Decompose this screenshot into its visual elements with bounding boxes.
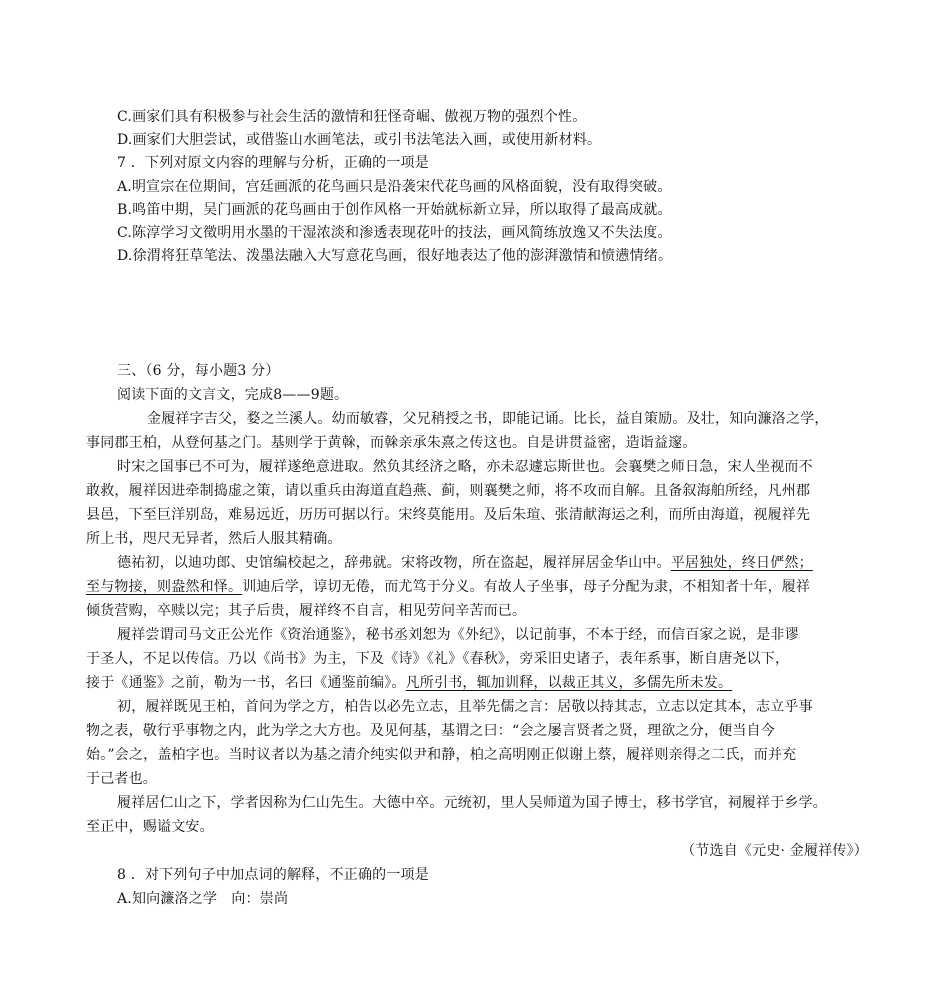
passage-line: 县邑，下至巨洋别岛，难易远近，历历可据以行。宋终莫能用。及后朱瑄、张清献海运之利，而所由海道，视履祥先: [86, 507, 811, 523]
section3-heading: 三、（6 分，每小题3 分）: [117, 363, 280, 379]
underlined-sentence: 平居独处，终日俨然；: [670, 555, 813, 571]
section3-instruction: 阅读下面的文言文，完成8——9题。: [117, 387, 349, 403]
passage-line: 金履祥字吉父，婺之兰溪人。幼而敏睿，父兄稍授之书，即能记诵。比长，益自策励。及壮，知向濂洛之学，: [147, 411, 829, 427]
passage-line: [86, 674, 732, 692]
passage-line: 初，履祥既见王柏，首问为学之方，柏告以必先立志，且举先儒之言：居敬以持其志，立志以定其本，志立乎事: [117, 699, 813, 715]
q8-option-a: A.知向濂洛之学 向：崇尚: [117, 891, 289, 907]
underlined-sentence: 凡所引书，辄加训释，以裁正其义，多儒先所未发。: [405, 675, 733, 691]
q8-stem: 8 ．对下列句子中加点词的解释，不正确的一项是: [117, 867, 429, 883]
q7-stem: 7 ．下列对原文内容的理解与分析，正确的一项是: [117, 155, 429, 171]
passage-line: 时宋之国事已不可为，履祥遂绝意进取。然负其经济之略，亦未忍遽忘斯世也。会襄樊之师日急，宋人坐视而不: [117, 459, 813, 475]
passage-line: 于圣人，不足以传信。乃以《尚书》为主，下及《诗》《礼》《春秋》，旁采旧史诸子，表年系事，断自唐尧以下，: [86, 651, 790, 667]
passage-text: 接于《通鉴》之前，勒为一书，名曰《通鉴前编》。: [86, 675, 406, 691]
passage-text: 德祐初，以迪功郎、史馆编校起之，辞弗就。宋将改物，所在盗起，履祥屏居金华山中。: [117, 555, 671, 571]
q6-option-d: D.画家们大胆尝试，或借鉴山水画笔法，或引书法笔法入画，或使用新材料。: [117, 132, 602, 148]
passage-line: 物之表，敬行乎事物之内，此为学之大方也。及见何基，基谓之曰：“会之屡言贤者之贤，理欲之分，便当自今: [86, 723, 775, 739]
q6-option-c: C.画家们具有积极参与社会生活的激情和狂怪奇崛、傲视万物的强烈个性。: [117, 109, 587, 125]
passage-line: 履祥居仁山之下，学者因称为仁山先生。大德中卒。元统初，里人吴师道为国子博士，移书学官，祠履祥于乡学。: [117, 795, 827, 811]
passage-line: 于己者也。: [86, 771, 157, 787]
passage-line: [86, 578, 810, 596]
passage-text: 训迪后学，谆切无倦，而尤笃于分义。有故人子坐事，母子分配为隶，不相知者十年，履祥: [242, 579, 811, 595]
q7-option-b: B.鸣笛中期，吴门画派的花鸟画由于创作风格一开始就标新立异，所以取得了最高成就。: [117, 202, 672, 218]
passage-line: 所上书，咫尺无异者，然后人服其精确。: [86, 531, 342, 547]
passage-source: （节选自《元史· 金履祥传》）: [681, 843, 868, 859]
q7-option-d: D.徐渭将狂草笔法、泼墨法融入大写意花鸟画，很好地表达了他的澎湃激情和愤懑情绪。: [117, 248, 673, 264]
passage-line: [117, 554, 813, 572]
underlined-sentence: 至与物接，则盎然和怿。: [86, 579, 243, 595]
passage-line: 履祥尝谓司马文正公光作《资治通鉴》，秘书丞刘恕为《外纪》，以记前事，不本于经，而信百家之说，是非谬: [117, 627, 799, 643]
q7-option-a: A.明宣宗在位期间，宫廷画派的花鸟画只是沿袭宋代花鸟画的风格面貌，没有取得突破。: [117, 179, 672, 195]
passage-line: 至正中，赐谥文安。: [86, 819, 214, 835]
passage-line: 始。”会之，盖柏字也。当时议者以为基之清介纯实似尹和静，柏之高明刚正似谢上蔡，履祥则亲得之二氏，而并充: [86, 747, 797, 763]
passage-line: 敢救，履祥因进牵制捣虚之策，请以重兵由海道直趋燕、蓟，则襄樊之师，将不攻而自解。且备叙海舶所经，凡州郡: [86, 483, 811, 499]
passage-line: 倾货营购，卒赎以完；其子后贵，履祥终不自言，相见劳问辛苦而已。: [86, 603, 527, 619]
passage-line: 事同郡王柏，从登何基之门。基则学于黄榦，而榦亲承朱熹之传这也。自是讲贯益密，造诣益邃。: [86, 435, 697, 451]
q7-option-c: C.陈淳学习文徵明用水墨的干湿浓淡和渗透表现花叶的技法，画风简练放逸又不失法度。: [117, 225, 672, 241]
